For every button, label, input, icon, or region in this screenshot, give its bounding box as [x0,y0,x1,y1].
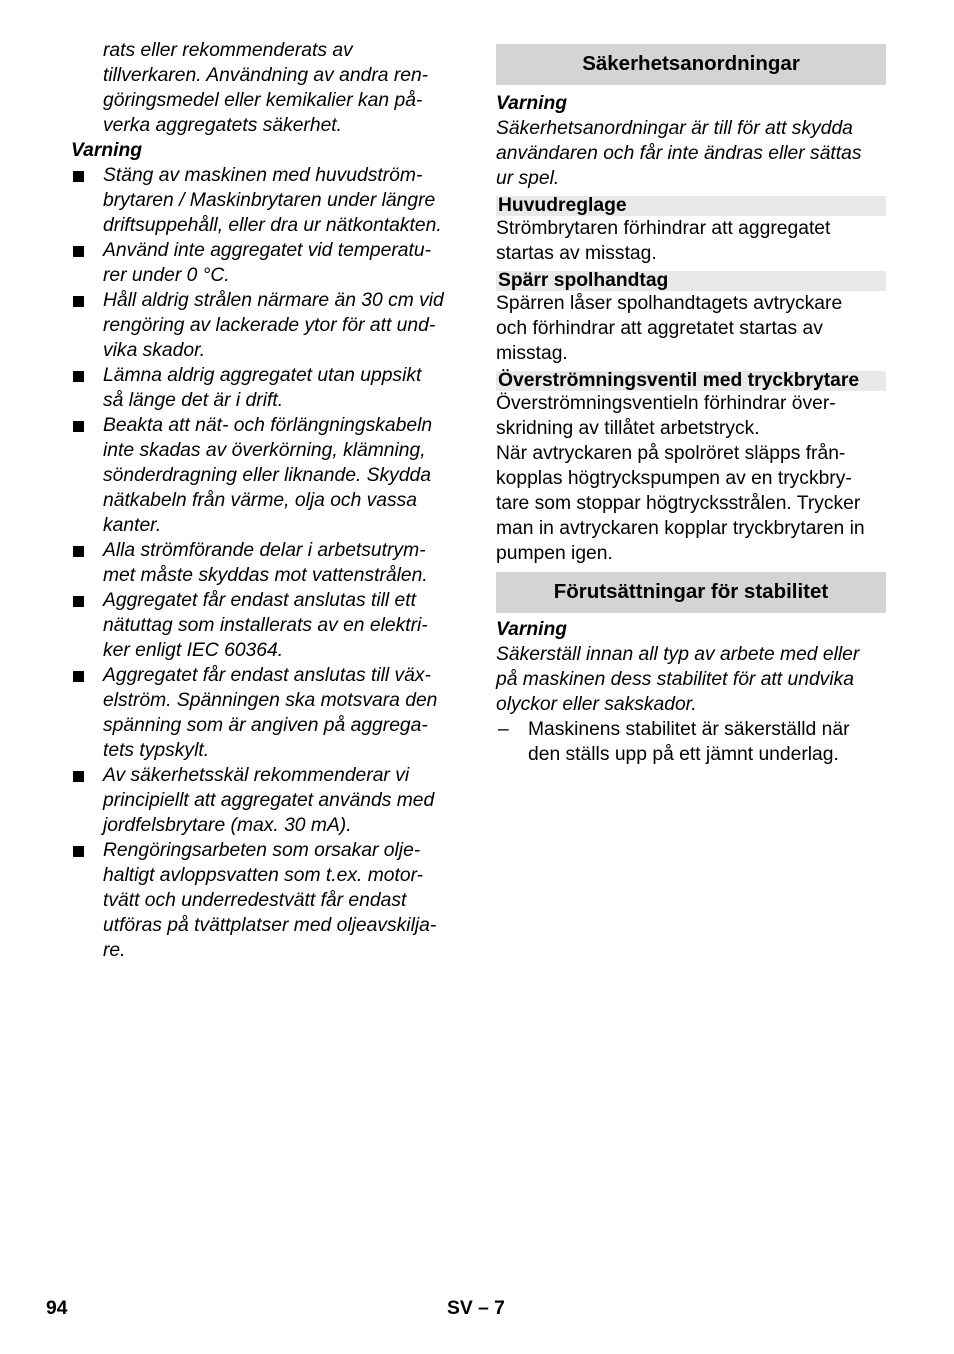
text-line: Stäng av maskinen med huvudström- [103,165,423,186]
paragraph-main-switch [496,216,886,266]
text-line: Lämna aldrig aggregatet utan uppsikt [103,365,422,386]
bullet-item [71,763,459,838]
text-line: på maskinen dess stabilitet för att undvika [496,669,854,690]
subheading-trigger-lock: Spärr spolhandtag [496,271,886,291]
text-line: re. [103,940,126,961]
text-line: tvätt och underredestvätt får endast [103,890,407,911]
warning-label: Varning [71,140,143,161]
language-page-label: SV – 7 [447,1298,505,1319]
square-bullet-icon [73,296,84,307]
square-bullet-icon [73,171,84,182]
text-line: man in avtryckaren kopplar tryckbrytaren in [496,518,865,539]
text-line: jordfelsbrytare (max. 30 mA). [103,815,352,836]
text-line: tillverkaren. Användning av andra ren- [103,65,429,86]
bullet-item [71,663,459,763]
square-bullet-icon [73,421,84,432]
bullet-item [71,163,459,238]
text-line: vika skador. [103,340,206,361]
text-line: Rengöringsarbeten som orsakar olje- [103,840,421,861]
text-line: misstag. [496,343,568,364]
paragraph-trigger-lock [496,291,886,366]
text-line: och förhindrar att aggretatet startas av [496,318,823,339]
warning-bullet-list [71,163,459,963]
text-line: haltigt avloppsvatten som t.ex. motor- [103,865,424,886]
bullet-item [71,288,459,363]
text-line: driftsuppehåll, eller dra ur nätkontakten. [103,215,442,236]
text-line: Säkerhetsanordningar är till för att skydda [496,118,853,139]
text-line: tets typskylt. [103,740,210,761]
text-line: brytaren / Maskinbrytaren under längre [103,190,436,211]
text-line: olyckor eller sakskador. [496,694,697,715]
square-bullet-icon [73,596,84,607]
text-line: principiellt att aggregatet används med [103,790,435,811]
text-line: ker enligt IEC 60364. [103,640,284,661]
text-line: göringsmedel eller kemikalier kan på- [103,90,423,111]
subheading-overflow-valve: Överströmningsventil med tryckbrytare [496,371,886,391]
text-line: startas av misstag. [496,243,657,264]
text-line: användaren och får inte ändras eller sättas [496,143,862,164]
text-line: inte skadas av överkörning, klämning, [103,440,426,461]
dash-icon: – [498,719,509,740]
text-line: met måste skyddas mot vattenstrålen. [103,565,428,586]
square-bullet-icon [73,671,84,682]
warning-label: Varning [496,93,568,114]
section-heading-safety-devices: Säkerhetsanordningar [496,44,886,85]
text-line: Använd inte aggregatet vid temperatu- [103,240,431,261]
section-heading-stability: Förutsättningar för stabilitet [496,572,886,613]
paragraph-overflow-valve [496,391,886,566]
warning-paragraph [496,642,886,717]
bullet-item [71,538,459,588]
dash-list-item [496,717,886,767]
bullet-item [71,838,459,963]
bullet-item [71,588,459,663]
text-line: Överströmningsventieln förhindrar över- [496,393,836,414]
bullet-item [71,413,459,538]
square-bullet-icon [73,846,84,857]
square-bullet-icon [73,771,84,782]
text-line: sönderdragning eller liknande. Skydda [103,465,431,486]
text-line: spänning som är angiven på aggrega- [103,715,428,736]
square-bullet-icon [73,371,84,382]
text-line: Aggregatet får endast anslutas till ett [103,590,416,611]
text-line: Aggregatet får endast anslutas till väx- [103,665,431,686]
left-column [71,38,459,963]
text-line: Maskinens stabilitet är säkerställd när [528,719,850,740]
warning-label: Varning [496,619,568,640]
text-line: så länge det är i drift. [103,390,284,411]
text-line: elström. Spänningen ska motsvara den [103,690,438,711]
text-line: utföras på tvättplatser med oljeavskilja- [103,915,437,936]
text-line: verka aggregatets säkerhet. [103,115,343,136]
text-line: Säkerställ innan all typ av arbete med eller [496,644,860,665]
text-line: kanter. [103,515,162,536]
text-line: rats eller rekommenderats av [103,40,353,61]
text-line: Beakta att nät- och förlängningskabeln [103,415,433,436]
text-line: nätuttag som installerats av en elektri- [103,615,428,636]
text-line: ur spel. [496,168,560,189]
square-bullet-icon [73,546,84,557]
text-line: skridning av tillåtet arbetstryck. [496,418,760,439]
text-line: rengöring av lackerade ytor för att und- [103,315,436,336]
text-line: rer under 0 °C. [103,265,230,286]
text-line: När avtryckaren på spolröret släpps från- [496,443,846,464]
text-line: Spärren låser spolhandtagets avtryckare [496,293,843,314]
text-line: Alla strömförande delar i arbetsutrym- [103,540,426,561]
text-line: Av säkerhetsskäl rekommenderar vi [103,765,410,786]
text-line: Strömbrytaren förhindrar att aggregatet [496,218,831,239]
bullet-item [71,363,459,413]
square-bullet-icon [73,246,84,257]
bullet-item [71,238,459,288]
page-number: 94 [46,1298,68,1319]
warning-paragraph [496,116,886,191]
subheading-main-switch: Huvudreglage [496,196,886,216]
text-line: Håll aldrig strålen närmare än 30 cm vid [103,290,444,311]
text-line: nätkabeln från värme, olja och vassa [103,490,418,511]
text-line: den ställs upp på ett jämnt underlag. [528,744,839,765]
intro-paragraph [71,38,459,138]
text-line: tare som stoppar högtrycksstrålen. Trycker [496,493,861,514]
right-column [496,38,886,767]
text-line: pumpen igen. [496,543,613,564]
text-line: kopplas högtryckspumpen av en tryckbry- [496,468,852,489]
